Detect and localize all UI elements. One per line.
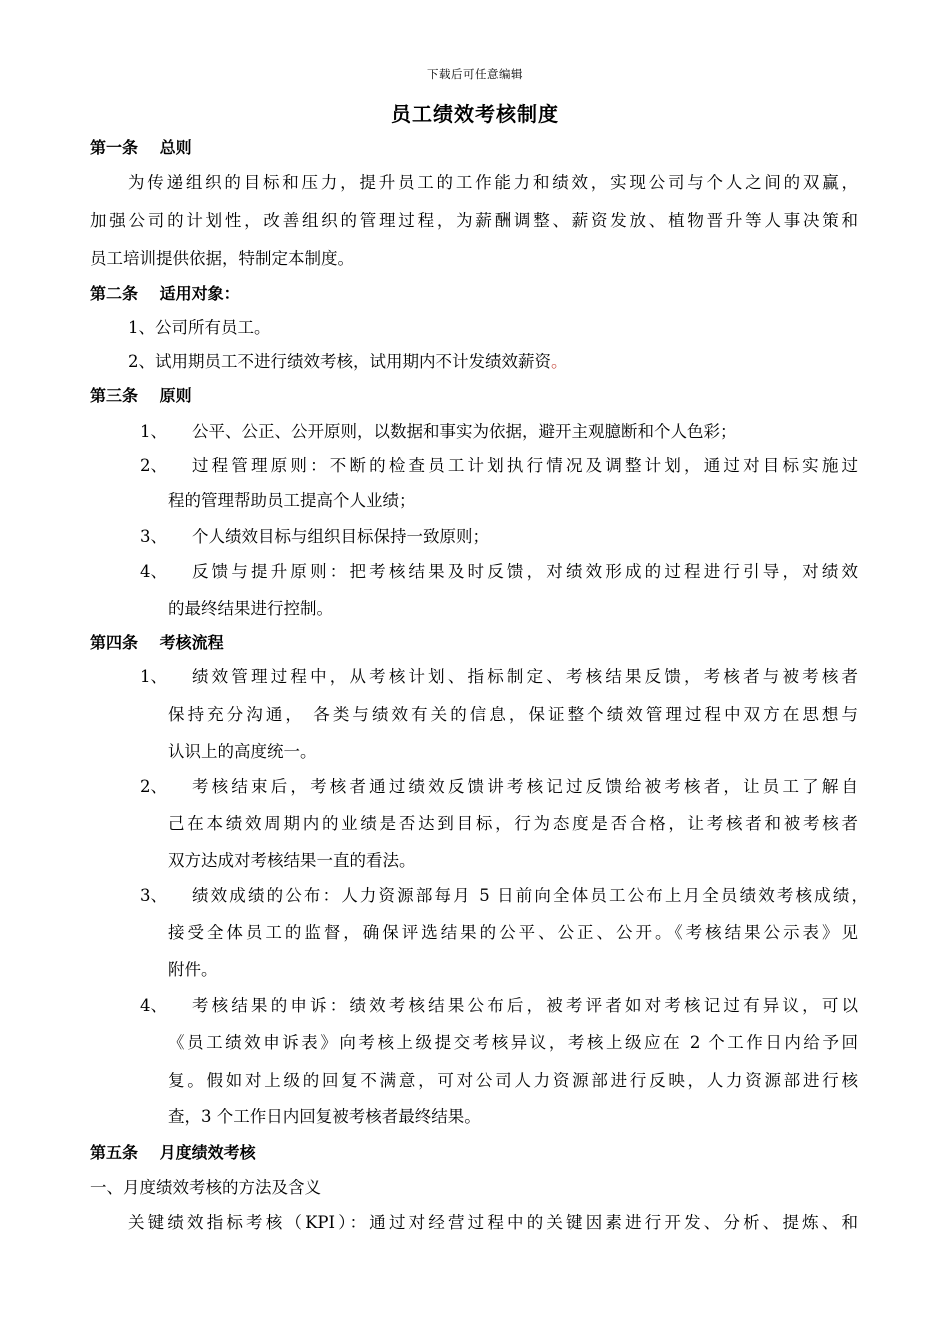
- section-1-line-3: 员工培训提供依据，特制定本制度。: [90, 249, 354, 268]
- section-3-item-4-line-2: 的最终结果进行控制。: [168, 599, 333, 618]
- section-4-item-2-line-3: 双方达成对考核结果一直的看法。: [168, 851, 416, 870]
- section-4-item-2-num: 2、: [140, 777, 167, 796]
- section-4-item-2-line-1: 考核结束后，考核者通过绩效反馈讲考核记过反馈给被考核者，让员工了解自: [192, 777, 858, 796]
- section-2-item-2: [128, 352, 568, 372]
- section-1-line-2: 加强公司的计划性，改善组织的管理过程，为薪酬调整、薪资发放、植物晋升等人事决策和: [90, 211, 858, 230]
- section-4-item-3-num: 3、: [140, 886, 167, 905]
- section-4-item-1-num: 1、: [140, 667, 167, 686]
- section-2-item-2-text: 2、试用期员工不进行绩效考核，试用期内不计发绩效薪资: [128, 352, 551, 371]
- section-3-item-2-num: 2、: [140, 456, 167, 475]
- section-4-item-3-line-3: 附件。: [168, 960, 218, 979]
- section-4-item-4-line-3: 复。假如对上级的回复不满意，可对公司人力资源部进行反映，人力资源部进行核: [168, 1071, 858, 1090]
- section-3-item-4-line-1: 反馈与提升原则：把考核结果及时反馈，对绩效形成的过程进行引导，对绩效: [192, 562, 858, 581]
- section-4-item-3-line-1: 绩效成绩的公布：人力资源部每月 5 日前向全体员工公布上月全员绩效考核成绩，: [192, 886, 868, 905]
- section-3-item-2-line-2: 程的管理帮助员工提高个人业绩；: [168, 491, 416, 510]
- section-3-item-4-num: 4、: [140, 562, 167, 581]
- section-3-heading: 第三条 原则: [90, 386, 192, 405]
- section-5-line-1: 关键绩效指标考核（KPI）：通过对经营过程中的关键因素进行开发、分析、提炼、和: [128, 1213, 858, 1232]
- section-4-item-2-line-2: 己在本绩效周期内的业绩是否达到目标，行为态度是否合格，让考核者和被考核者: [168, 814, 858, 833]
- section-3-item-3-line-1: 个人绩效目标与组织目标保持一致原则；: [192, 527, 489, 546]
- section-4-item-4-num: 4、: [140, 996, 167, 1015]
- section-4-item-4-line-1: 考核结果的申诉：绩效考核结果公布后，被考评者如对考核记过有异议，可以: [192, 996, 858, 1015]
- section-3-item-3-num: 3、: [140, 527, 167, 546]
- header-note: 下载后可任意编辑: [427, 67, 523, 81]
- section-5-heading: 第五条 月度绩效考核: [90, 1143, 256, 1162]
- section-3-item-1-num: 1、: [140, 422, 167, 441]
- section-3-item-1-line-1: 公平、公正、公开原则，以数据和事实为依据，避开主观臆断和个人色彩；: [192, 422, 737, 441]
- section-5-subheading: 一、月度绩效考核的方法及含义: [90, 1178, 321, 1197]
- section-2-item-1: 1、公司所有员工。: [128, 318, 271, 337]
- section-4-item-1-line-2: 保持充分沟通， 各类与绩效有关的信息，保证整个绩效管理过程中双方在思想与: [168, 705, 858, 724]
- section-1-heading: 第一条 总则: [90, 138, 192, 157]
- section-2-item-2-end: 。: [551, 352, 568, 371]
- document-title: 员工绩效考核制度: [391, 102, 559, 126]
- section-4-item-1-line-3: 认识上的高度统一。: [168, 742, 317, 761]
- section-3-item-2-line-1: 过程管理原则：不断的检查员工计划执行情况及调整计划，通过对目标实施过: [192, 456, 858, 475]
- section-1-line-1: 为传递组织的目标和压力，提升员工的工作能力和绩效，实现公司与个人之间的双赢，: [128, 173, 858, 192]
- section-4-item-4-line-2: 《员工绩效申诉表》向考核上级提交考核异议，考核上级应在 2 个工作日内给予回: [168, 1033, 858, 1052]
- section-4-item-4-line-4: 查，3 个工作日内回复被考核者最终结果。: [168, 1107, 481, 1126]
- section-4-heading: 第四条 考核流程: [90, 633, 224, 652]
- section-4-item-1-line-1: 绩效管理过程中，从考核计划、指标制定、考核结果反馈，考核者与被考核者: [192, 667, 858, 686]
- section-2-heading: 第二条 适用对象：: [90, 284, 240, 303]
- section-4-item-3-line-2: 接受全体员工的监督，确保评选结果的公平、公正、公开。《考核结果公示表》见: [168, 923, 858, 942]
